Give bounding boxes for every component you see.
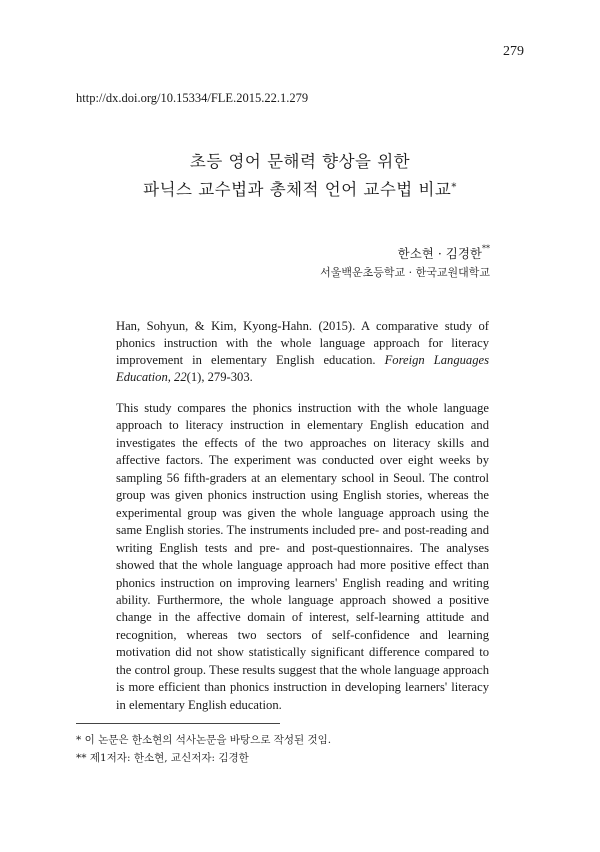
- author-affiliations: 서울백운초등학교 · 한국교원대학교: [320, 266, 490, 279]
- footnotes: [76, 731, 516, 767]
- page-number: 279: [503, 44, 524, 59]
- citation-journal: Foreign Languages Education, 22: [116, 353, 489, 384]
- footnote-1: * 이 논문은 한소현의 석사논문을 바탕으로 작성된 것임.: [76, 734, 332, 746]
- footnote-2: ** 제1저자: 한소현, 교신저자: 김경한: [76, 752, 249, 764]
- author-names-text: 한소현 · 김경한: [397, 246, 482, 261]
- title-footnote-marker: *: [451, 182, 457, 193]
- title-line-1: 초등 영어 문해력 향상을 위한: [189, 152, 411, 171]
- author-footnote-marker: **: [482, 244, 490, 253]
- footnote-divider: [76, 723, 280, 724]
- title-line-2-text: 파닉스 교수법과 총체적 언어 교수법 비교: [143, 180, 452, 199]
- doi-link[interactable]: http://dx.doi.org/10.15334/FLE.2015.22.1.279: [76, 91, 309, 105]
- author-names: [398, 244, 490, 262]
- title-line-2: [0, 176, 600, 204]
- citation-issue-pages: (1), 279-303.: [186, 370, 253, 384]
- citation-lead: Han, Sohyun, & Kim, Kyong-Hahn. (2015). A comparative study of phonics instruction with the whole language approach for literacy improvement in elementary English education.: [116, 319, 489, 367]
- abstract: This study compares the phonics instruction with the whole language approach to literacy instruction in elementary English education and investigates the effects of the two approaches on literacy skills and affective factors. The experiment was conducted over eight weeks by sampling 56 fifth-graders at an elementary school in Seoul. The control group was given phonics instruction using English stories, whereas the experimental group was given the whole language approach using the same English stories. The instruments included pre- and post-reading and writing English tests and pre- and post-questionnaires. The analyses showed that the whole language approach had more positive effect than phonics instruction on improving learners' English reading and writing ability. Furthermore, the whole language approach showed a positive change in the affective domain of interest, self-learning attitude and recognition, whereas two sectors of self-confidence and learning motivation did not show statistically significant difference compared to the control group. These results suggest that the whole language approach is more efficient than phonics instruction in developing learners' literacy in elementary English education.: [116, 401, 489, 712]
- citation: [116, 318, 489, 386]
- paper-title: [0, 148, 600, 204]
